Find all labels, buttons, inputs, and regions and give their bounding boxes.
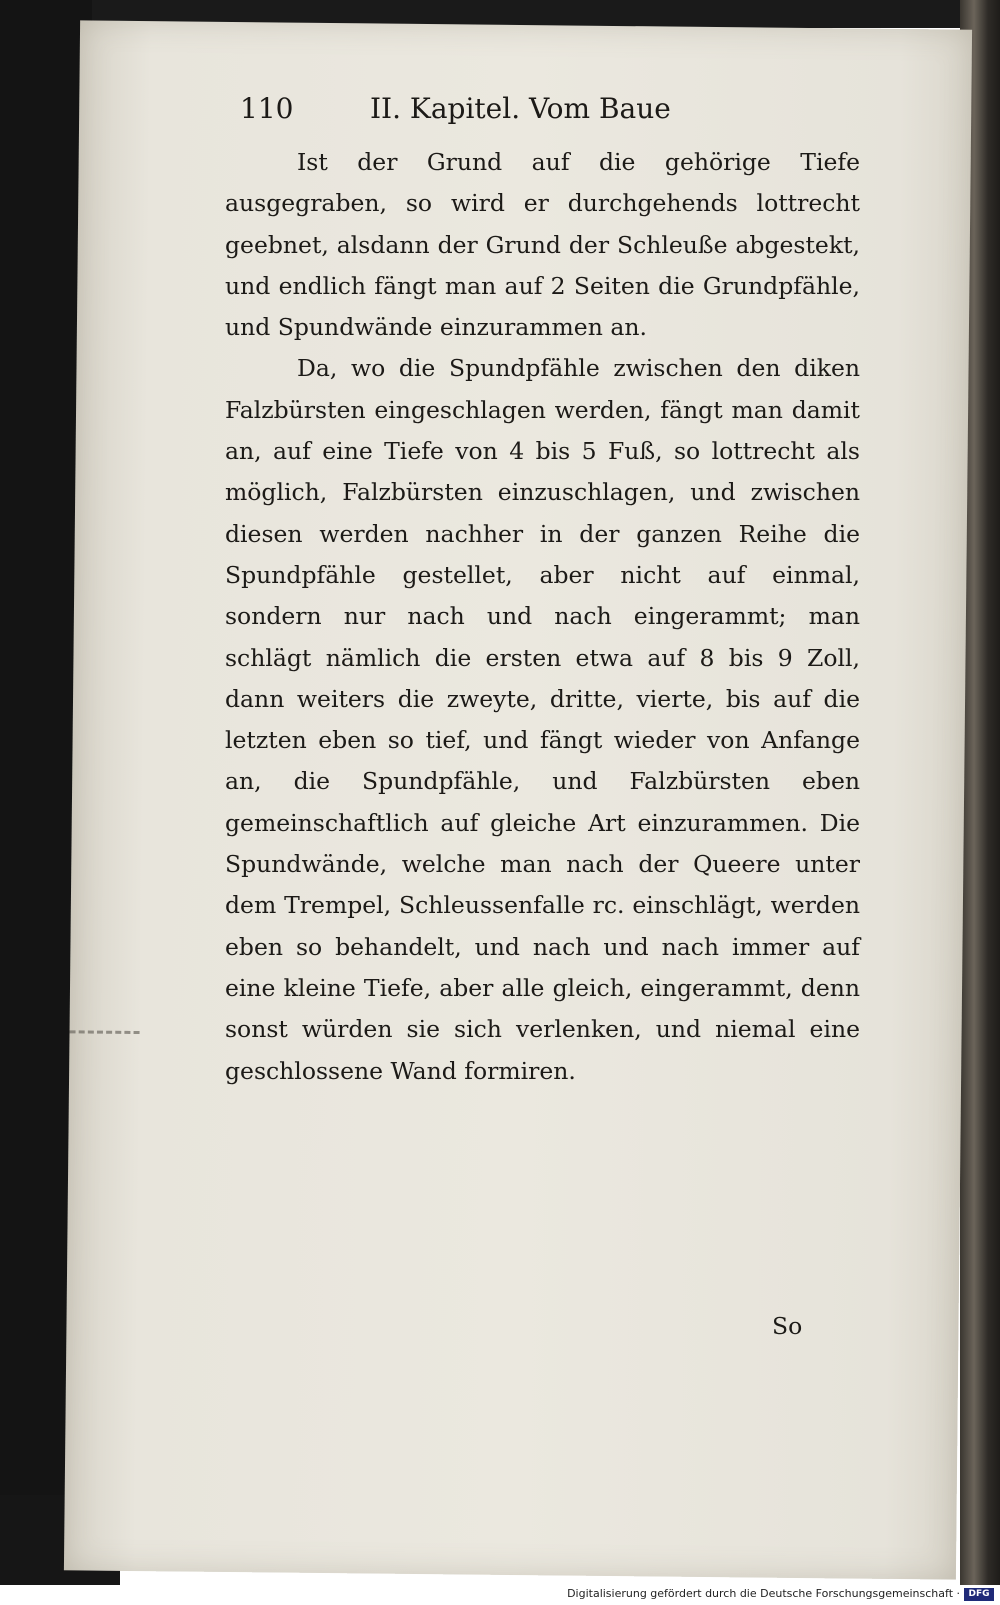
running-head: II. Kapitel. Vom Baue bbox=[370, 92, 671, 125]
paragraph-1: Ist der Grund auf die gehörige Tiefe ausgegraben, so wird er durchgehends lottrecht geebnet, alsdann der Grund der Schleuße abgestekt, und endlich fängt man auf 2 Seiten die Grundpfähle, und Spundwände einzurammen an. bbox=[225, 148, 860, 342]
page-number: 110 bbox=[240, 92, 294, 125]
catchword: So bbox=[772, 1312, 803, 1340]
body-text bbox=[225, 142, 860, 1092]
footer-credit: Digitalisierung gefördert durch die Deutsche Forschungsgemeinschaft · bbox=[567, 1587, 960, 1600]
page-edge-marks bbox=[69, 1030, 139, 1056]
dfg-logo-icon: DFG bbox=[964, 1588, 994, 1601]
page-header bbox=[240, 92, 840, 132]
footer-bar bbox=[0, 1585, 1000, 1605]
paragraph-2: Da, wo die Spundpfähle zwischen den diken Falzbürsten eingeschlagen werden, fängt man damit an, auf eine Tiefe von 4 bis 5 Fuß, so lottrecht als möglich, Falzbürsten einzuschlagen, und zwischen diesen werden nachher in der ganzen Reihe die Spundpfähle gestellet, aber nicht auf einmal, sondern nur nach und nach eingerammt; man schlägt nämlich die ersten etwa auf 8 bis 9 Zoll, dann weiters die zweyte, dritte, vierte, bis auf die letzten eben so tief, und fängt wieder von Anfange an, die Spundpfähle, und Falzbürsten eben gemeinschaftlich auf gleiche Art einzurammen. Die Spundwände, welche man nach der Queere unter dem Trempel, Schleussenfalle rc. einschlägt, werden eben so behandelt, und nach und nach immer auf eine kleine Tiefe, aber alle gleich, eingerammt, denn sonst würden sie sich verlenken, und niemal eine geschlossene Wand formiren. bbox=[225, 354, 860, 1085]
